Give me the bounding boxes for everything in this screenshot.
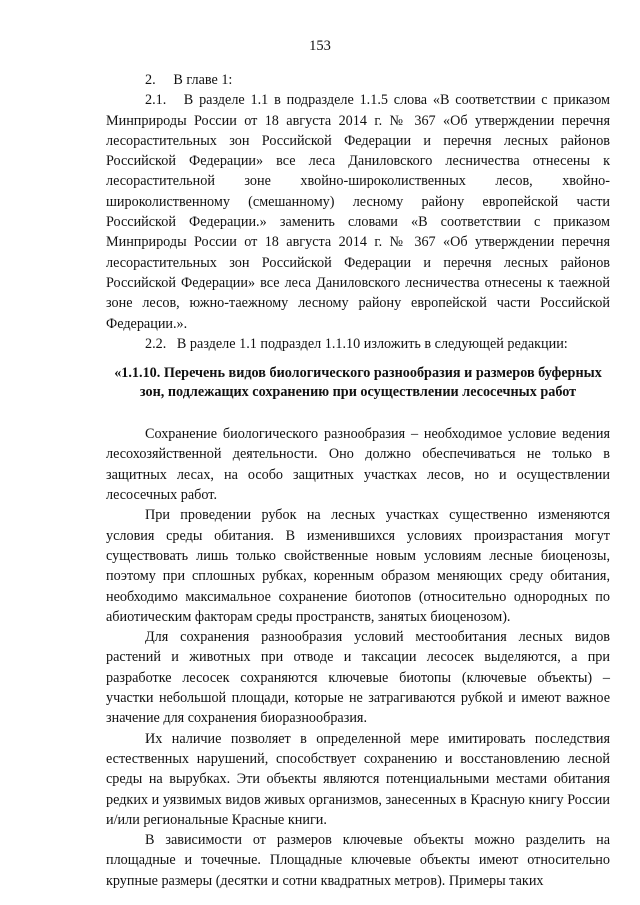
paragraph-biodiversity: Сохранение биологического разнообразия – необходимое условие ведения лесохозяйственной деятельности. Оно должно обеспечиваться не только в защитных лесах, на особо защитных участках лесов, но и осуществлении лесосечных работ. — [106, 426, 610, 504]
paragraph-chapter-1: 2. В главе 1: — [145, 72, 233, 88]
paragraph-logging-conditions: При проведении рубок на лесных участках существенно изменяются условия среды обитания. В изменившихся условиях произрастания могут существовать лишь только свойственные новым условиям лесные биоценозы, поэтому при сплошных рубках, коренным образом меняющих среду обитания, необходимо максимальное сохранение биотопов (относительно однородных по абиотическим факторам среды пространств, занятых биоценозом). — [106, 507, 610, 625]
paragraph-natural-disturbance: Их наличие позволяет в определенной мере имитировать последствия естественных нарушений, способствует сохранению и восстановлению лесной среды на вырубках. Эти объекты являются потенциальными местами обитания редких и уязвимых видов живых организмов, занесенных в Красную книгу России и/или региональные Красные книги. — [106, 730, 610, 828]
section-heading-wrap — [106, 364, 610, 424]
paragraph-key-biotopes: Для сохранения разнообразия условий местообитания лесных видов растений и животных при отводе и таксации лесосек выделяются, а при разработке лесосек сохраняются ключевые биотопы (ключевые объекты) – участки небольшой площади, которые не затрагиваются рубкой и имеют важное значение для сохранения биоразнообразия. — [106, 629, 610, 727]
paragraph-2-2: 2.2. В разделе 1.1 подраздел 1.1.10 изложить в следующей редакции: — [145, 335, 568, 352]
paragraph-2-1: 2.1. В разделе 1.1 в подразделе 1.1.5 слова «В соответствии с приказом Минприроды России от 18 августа 2014 г. № 367 «Об утверждении перечня лесорастительных зон Российской Федерации и перечня лесных районов Российской Федерации» все леса Даниловского лесничества отнесены к лесорастительной зоне хвойно-широколиственных лесов, хвойно-широколиственному (смешанному) лесному району европейской части Российской Федерации.» заменить словами «В соответствии с приказом Минприроды России от 18 августа 2014 г. № 367 «Об утверждении перечня лесорастительных зон Российской Федерации и перечня лесных районов Российской Федерации» все леса Даниловского лесничества отнесены к таежной зоне лесов, южно-таежному лесному району европейской части Российской Федерации.». — [106, 92, 610, 332]
document-body — [106, 70, 610, 891]
section-heading: «1.1.10. Перечень видов биологического разнообразия и размеров буферных зон, подлежащих сохранению при осуществлении лесосечных работ — [114, 365, 602, 401]
paragraph-key-objects-size: В зависимости от размеров ключевые объекты можно разделить на площадные и точечные. Площадные ключевые объекты имеют относительно крупные размеры (десятки и сотни квадратных метров). Примеры таких — [106, 832, 610, 889]
page-number: 153 — [309, 38, 331, 54]
